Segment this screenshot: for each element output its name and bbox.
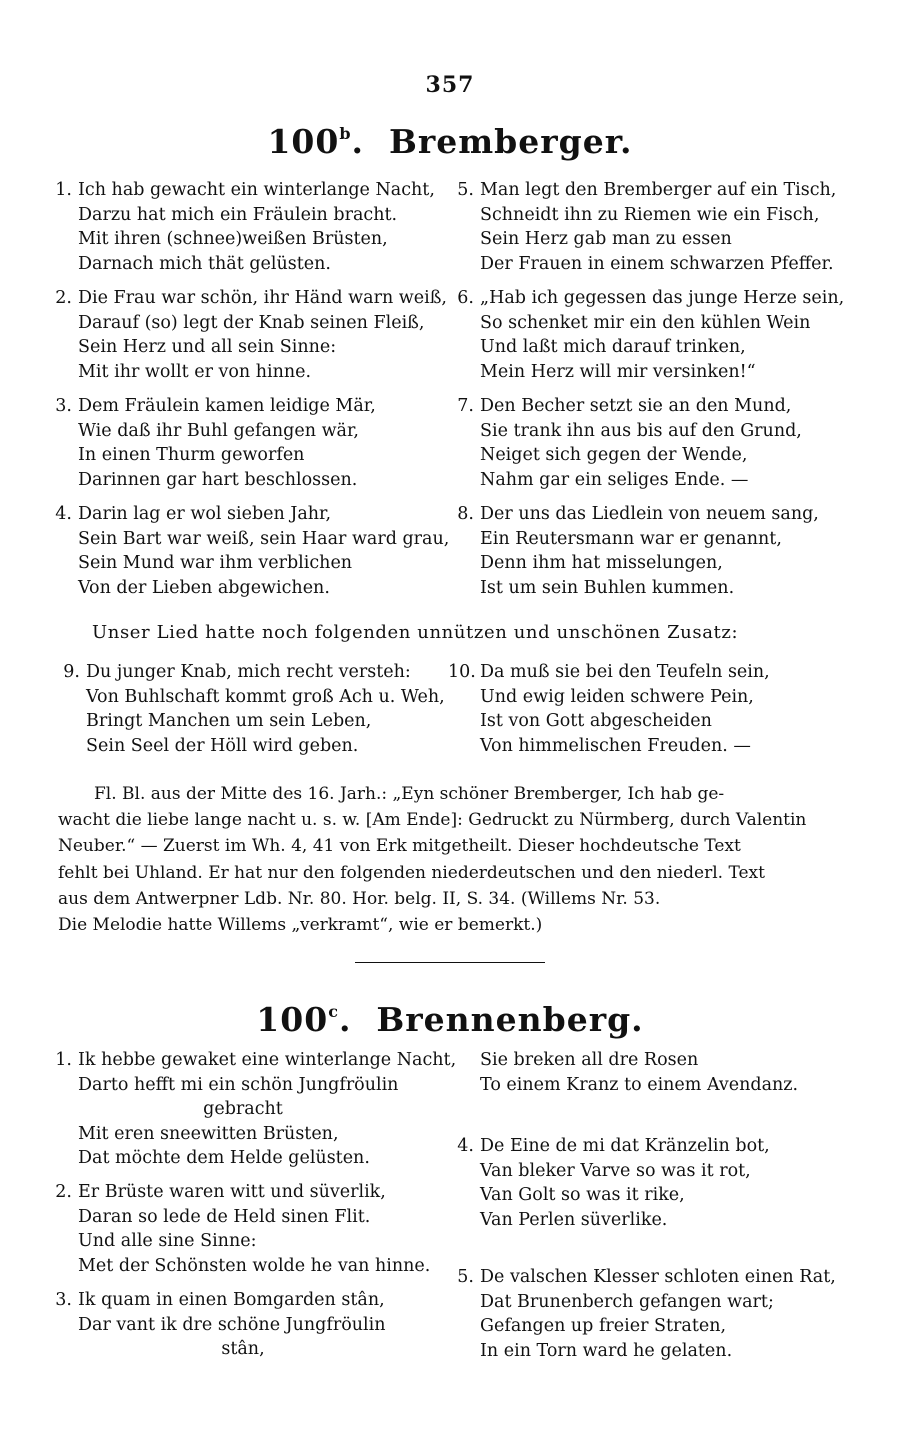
verse-line: So schenket mir ein den kühlen Wein [480, 312, 811, 333]
verse-line: Dat Brunenberch gefangen wart; [480, 1291, 774, 1312]
verse-line: Ik hebbe gewaket eine winterlange Nacht, [78, 1050, 457, 1070]
verse-line: Van Golt so was it rike, [480, 1185, 685, 1206]
verse-line: Van Perlen süverlike. [480, 1209, 668, 1230]
verse-line: Der Frauen in einem schwarzen Pfeffer. [480, 253, 834, 274]
verse-line: Ist um sein Buhlen kummen. [480, 577, 735, 598]
stanza-number: 7. [457, 396, 474, 416]
section-suffix: c [328, 1002, 339, 1021]
section-heading: Bremberger. [388, 122, 633, 161]
stanza-9 [54, 660, 445, 758]
stanza-number: 2. [55, 1182, 72, 1202]
section-heading: Brennenberg. [376, 1000, 644, 1039]
verse-line: Sein Bart war weiß, sein Haar ward grau, [78, 528, 450, 549]
low-german-stanza-2 [46, 1180, 430, 1278]
note-line: wacht die liebe lange nacht u. s. w. [Am Ende]: Gedruckt zu Nürmberg, durch Valentin [58, 810, 807, 831]
stanza-number: 10. [448, 662, 476, 682]
verse-line: Nahm gar ein seliges Ende. — [480, 469, 749, 490]
verse-line: Dem Fräulein kamen leidige Mär, [78, 396, 376, 416]
stanza-number: 9. [63, 662, 80, 682]
stanza-number: 1. [55, 180, 72, 200]
stanza-number: 1. [55, 1050, 72, 1070]
verse-line: Sein Herz und all sein Sinne: [78, 337, 337, 358]
verse-line: De Eine de mi dat Kränzelin bot, [480, 1136, 770, 1156]
section-number: 100 [256, 1000, 329, 1039]
verse-line: Darzu hat mich ein Fräulein bracht. [78, 204, 398, 225]
verse-line: Der uns das Liedlein von neuem sang, [480, 504, 819, 524]
verse-line: Von der Lieben abgewichen. [78, 577, 330, 598]
stanza-3 [46, 394, 376, 492]
verse-line: Den Becher setzt sie an den Mund, [480, 396, 792, 416]
verse-line: Ist von Gott abgescheiden [480, 711, 712, 732]
verse-line: Dar vant ik dre schöne Jungfröulin [78, 1314, 386, 1335]
verse-line: Darto hefft mi ein schön Jungfröulin [78, 1074, 399, 1095]
verse-line: Und ewig leiden schwere Pein, [480, 686, 754, 707]
verse-line: Denn ihm hat misselungen, [480, 553, 723, 574]
stanza-number: 3. [55, 396, 72, 416]
section-divider [355, 962, 545, 963]
section-title-brennenberg: 100$^c$. Brennenberg. [256, 1000, 644, 1039]
note-line: aus dem Antwerpner Ldb. Nr. 80. Hor. belg. II, S. 34. (Willems Nr. 53. [58, 888, 661, 909]
stanza-1 [46, 178, 435, 276]
section-title-bremberger: 100$^b$. Bremberger. [267, 122, 633, 161]
stanza-number: 5. [457, 1267, 474, 1287]
stanza-7 [448, 394, 802, 492]
verse-line: Man legt den Bremberger auf ein Tisch, [480, 180, 837, 200]
addendum-intro: Unser Lied hatte noch folgenden unnützen und unschönen Zusatz: [92, 622, 739, 643]
verse-line: In einen Thurm geworfen [78, 445, 305, 466]
stanza-number: 2. [55, 288, 72, 308]
stanza-number: 6. [457, 288, 474, 308]
verse-line: Darin lag er wol sieben Jahr, [78, 504, 332, 524]
verse-line: Daran so lede de Held sinen Flit. [78, 1206, 371, 1227]
stanza-5 [448, 178, 836, 276]
verse-line: Dat möchte dem Helde gelüsten. [78, 1148, 370, 1169]
verse-line: Schneidt ihn zu Riemen wie ein Fisch, [480, 204, 820, 225]
verse-line-continuation: stân, [221, 1339, 265, 1360]
low-german-stanza-3-continued [448, 1048, 798, 1097]
stanza-number: 3. [55, 1290, 72, 1310]
verse-line: Von Buhlschaft kommt groß Ach u. Weh, [86, 686, 445, 707]
low-german-stanza-4 [448, 1134, 770, 1232]
stanza-8 [448, 502, 819, 600]
verse-line: In ein Torn ward he gelaten. [480, 1340, 733, 1361]
stanza-4 [46, 502, 449, 600]
verse-line: Darauf (so) legt der Knab seinen Fleiß, [78, 312, 425, 333]
verse-line: Mit ihr wollt er von hinne. [78, 361, 312, 382]
stanza-number: 5. [457, 180, 474, 200]
verse-line: Du junger Knab, mich recht versteh: [86, 662, 411, 682]
verse-line: Met der Schönsten wolde he van hinne. [78, 1255, 431, 1276]
verse-line: Mit eren sneewitten Brüsten, [78, 1123, 339, 1144]
verse-line: To einem Kranz to einem Avendanz. [480, 1074, 799, 1095]
low-german-stanza-5 [448, 1265, 836, 1363]
stanza-number: 8. [457, 504, 474, 524]
verse-line: Sie breken all dre Rosen [480, 1050, 699, 1070]
verse-line: Und alle sine Sinne: [78, 1231, 257, 1252]
verse-line: Sie trank ihn aus bis auf den Grund, [480, 420, 802, 441]
verse-line: Neiget sich gegen der Wende, [480, 445, 748, 466]
editorial-note [58, 781, 848, 938]
stanza-6 [448, 286, 844, 384]
stanza-number: 4. [457, 1136, 474, 1156]
verse-line: Und laßt mich darauf trinken, [480, 337, 746, 358]
verse-line: Van bleker Varve so was it rot, [480, 1160, 751, 1181]
verse-line: „Hab ich gegessen das junge Herze sein, [480, 288, 845, 308]
verse-line: Mit ihren (schnee)weißen Brüsten, [78, 229, 388, 250]
verse-line: Sein Seel der Höll wird geben. [86, 735, 359, 756]
stanza-number: 4. [55, 504, 72, 524]
verse-line: De valschen Klesser schloten einen Rat, [480, 1267, 836, 1287]
verse-line: Sein Mund war ihm verblichen [78, 553, 353, 574]
verse-line: Die Frau war schön, ihr Händ warn weiß, [78, 288, 447, 308]
verse-line: Ik quam in einen Bomgarden stân, [78, 1290, 385, 1310]
verse-line: Darinnen gar hart beschlossen. [78, 469, 358, 490]
verse-line: Ein Reutersmann war er genannt, [480, 528, 782, 549]
verse-line: Er Brüste waren witt und süverlik, [78, 1182, 386, 1202]
verse-line: Wie daß ihr Buhl gefangen wär, [78, 420, 359, 441]
note-line: Fl. Bl. aus der Mitte des 16. Jarh.: „Eyn schöner Bremberger, Ich hab ge- [94, 784, 725, 804]
page-number: 357 [425, 72, 475, 98]
low-german-stanza-1 [46, 1048, 456, 1171]
section-suffix: b [339, 124, 352, 143]
verse-line: Von himmelischen Freuden. — [480, 735, 751, 756]
low-german-stanza-3 [46, 1288, 408, 1362]
stanza-2 [46, 286, 447, 384]
note-line: Neuber.“ — Zuerst im Wh. 4, 41 von Erk mitgetheilt. Dieser hochdeutsche Text [58, 836, 741, 857]
verse-line: Gefangen up freier Straten, [480, 1316, 727, 1337]
verse-line-continuation: gebracht [203, 1099, 283, 1120]
section-number: 100 [267, 122, 340, 161]
note-line: Die Melodie hatte Willems „verkramt“, wie er bemerkt.) [58, 914, 543, 935]
stanza-10 [448, 660, 770, 758]
verse-line: Ich hab gewacht ein winterlange Nacht, [78, 180, 435, 200]
verse-line: Darnach mich thät gelüsten. [78, 253, 331, 274]
verse-line: Da muß sie bei den Teufeln sein, [480, 662, 770, 682]
verse-line: Bringt Manchen um sein Leben, [86, 711, 372, 732]
verse-line: Sein Herz gab man zu essen [480, 229, 732, 250]
note-line: fehlt bei Uhland. Er hat nur den folgenden niederdeutschen und den niederl. Text [58, 862, 765, 883]
verse-line: Mein Herz will mir versinken!“ [480, 361, 756, 382]
